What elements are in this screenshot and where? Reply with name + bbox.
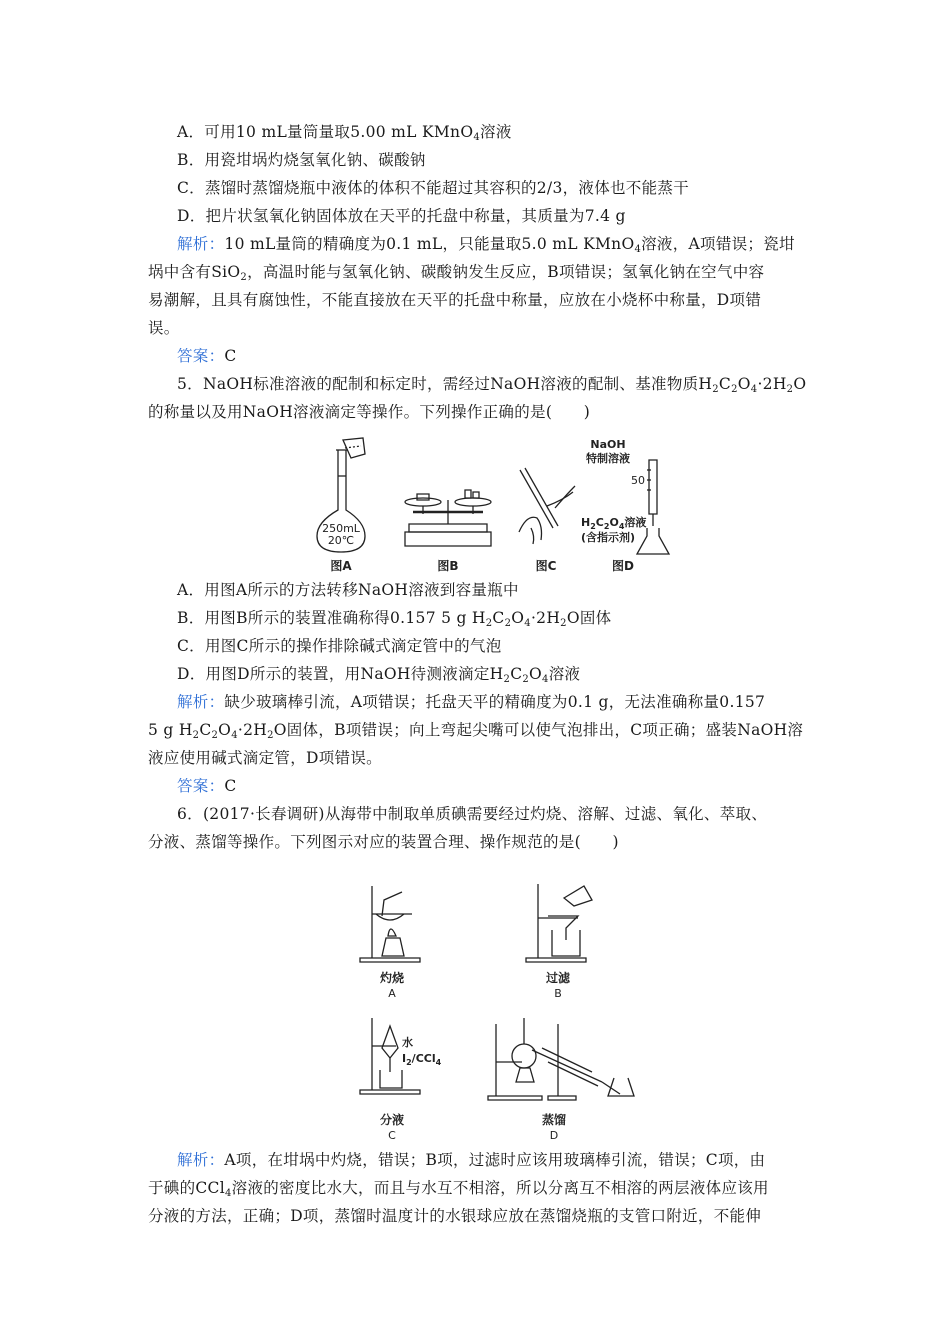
letter-c: C (388, 1129, 396, 1142)
q5-analysis-line-2: 5 g $H_2C_2O_4\cdot 2H_2O$固体，B项错误；向上弯起尖嘴可以使气泡排出，C项正确；盛装NaOH溶 (148, 721, 804, 741)
q4-answer: 答案：C (177, 347, 237, 365)
balance-icon (405, 490, 491, 546)
q5-option-a: A．用图A所示的方法转移NaOH溶液到容量瓶中 (177, 581, 519, 599)
flask-volume-label: 250mL (322, 522, 360, 535)
flask-temp-label: 20℃ (327, 534, 355, 547)
q5-stem-line-2: 的称量以及用NaOH溶液滴定等操作。下列操作正确的是( ) (148, 403, 591, 421)
q4-analysis-line-4: 误。 (148, 319, 180, 337)
letter-d: D (549, 1129, 559, 1142)
water-label: 水 (402, 1036, 413, 1049)
q5-option-d: D．用图D所示的装置，用NaOH待测液滴定$H_2C_2O_4$溶液 (177, 665, 581, 685)
calcination-setup-icon (360, 886, 420, 962)
q6-stem-line-2: 分液、蒸馏等操作。下列图示对应的装置合理、操作规范的是( ) (148, 833, 619, 851)
naoh-label: NaOH (590, 438, 626, 451)
special-solution-label: 特制溶液 (586, 452, 630, 465)
q4-analysis-line-2: 埚中含有SiO$_2$，高温时能与氢氧化钠、碳酸钠发生反应，B项错误；氢氧化钠在空气中容 (148, 263, 765, 283)
q4-analysis-line-3: 易潮解，且具有腐蚀性，不能直接放在天平的托盘中称量，应放在小烧杯中称量，D项错 (148, 291, 762, 309)
burette-mark-label: 50 (631, 474, 645, 487)
iodine-ccl4-label: $I_2/CCl_4$ (402, 1052, 442, 1067)
q5-analysis-line-3: 液应使用碱式滴定管，D项错误。 (148, 749, 382, 767)
letter-a: A (388, 987, 396, 1000)
analysis-label: 解析： (177, 235, 225, 253)
q5-analysis-line-1: 解析：缺少玻璃棒引流，A项错误；托盘天平的精确度为0.1 g，无法准确称量0.157 (177, 693, 766, 711)
q5-option-b: B．用图B所示的装置准确称得0.157 5 g $H_2C_2O_4\cdot 2H_2O$固体 (177, 609, 612, 629)
caption-fig-d: 图D (612, 559, 634, 573)
caption-fig-b: 图B (437, 559, 459, 573)
q4-option-c: C．蒸馏时蒸馏烧瓶中液体的体积不能超过其容积的2/3，液体也不能蒸干 (177, 179, 690, 197)
analysis-label: 解析： (177, 693, 225, 711)
caption-fig-a: 图A (330, 559, 352, 573)
filtration-setup-icon (526, 884, 592, 962)
q4-option-a: A．可用10 mL量筒量取5.00 mL KMnO$_4$溶液 (177, 123, 512, 143)
q5-answer: 答案：C (177, 777, 237, 795)
q5-figure (305, 436, 680, 576)
q5-stem-line-1: 5．NaOH标准溶液的配制和标定时，需经过NaOH溶液的配制、基准物质$H_2C_2O_4\cdot 2H_2O$ (177, 375, 807, 395)
analysis-label: 解析： (177, 1151, 225, 1169)
distillation-setup-icon (488, 1018, 634, 1100)
burette-bubble-icon (519, 468, 575, 544)
q6-stem-line-1: 6．(2017·长春调研)从海带中制取单质碘需要经过灼烧、溶解、过滤、氧化、萃取、 (177, 805, 768, 823)
caption-calcination: 灼烧 (379, 971, 405, 985)
q4-analysis-line-1: 解析：10 mL量筒的精确度为0.1 mL，只能量取5.0 mL KMnO$_4$溶液，A项错误；瓷坩 (177, 235, 795, 255)
caption-fig-c: 图C (535, 559, 557, 573)
q5-option-c: C．用图C所示的操作排除碱式滴定管中的气泡 (177, 637, 502, 655)
caption-separation: 分液 (379, 1113, 405, 1127)
answer-label: 答案： (177, 777, 225, 795)
answer-label: 答案： (177, 347, 225, 365)
q4-option-d: D．把片状氢氧化钠固体放在天平的托盘中称量，其质量为7.4 g (177, 207, 626, 225)
oxalic-acid-label: $H_2C_2O_4$溶液 (581, 516, 647, 531)
letter-b: B (554, 987, 562, 1000)
q6-analysis-line-3: 分液的方法，正确；D项，蒸馏时温度计的水银球应放在蒸馏烧瓶的支管口附近，不能伸 (148, 1207, 762, 1225)
q6-analysis-line-2: 于碘的CCl$_4$溶液的密度比水大，而且与水互不相溶，所以分离互不相溶的两层液体应该用 (148, 1179, 769, 1199)
q6-figure (352, 878, 642, 1142)
caption-filtration: 过滤 (545, 971, 571, 985)
indicator-label: (含指示剂) (581, 531, 636, 544)
caption-distillation: 蒸馏 (541, 1113, 567, 1127)
q6-analysis-line-1: 解析：A项，在坩埚中灼烧，错误；B项，过滤时应该用玻璃棒引流，错误；C项，由 (177, 1151, 766, 1169)
q4-option-b: B．用瓷坩埚灼烧氢氧化钠、碳酸钠 (177, 151, 426, 169)
